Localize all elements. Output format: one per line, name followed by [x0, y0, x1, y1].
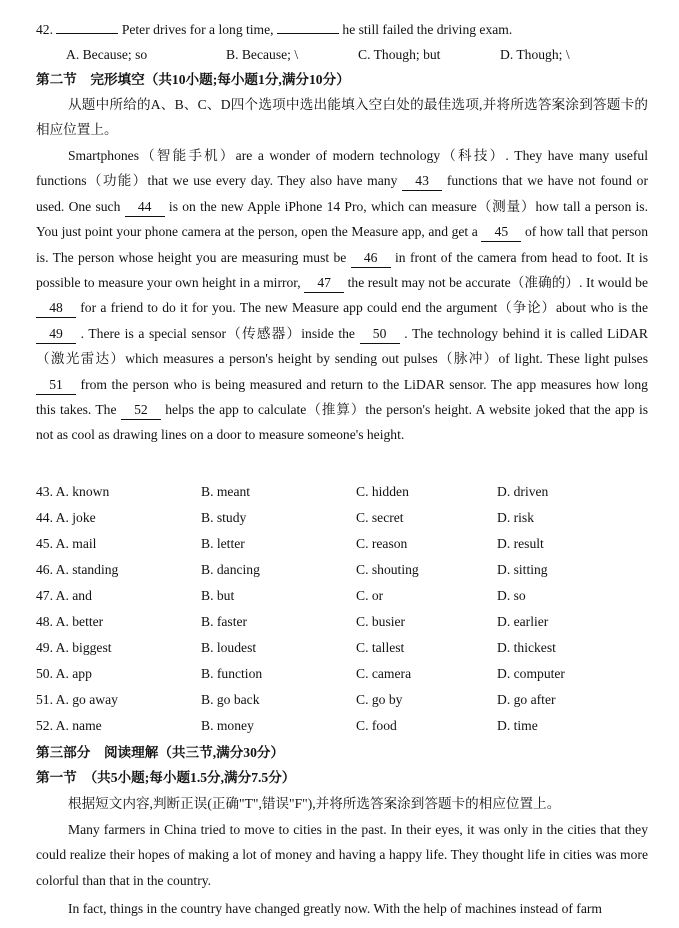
part-heading: 第三部分 阅读理解（共三节,满分30分） [36, 745, 285, 760]
option-a: 44. A. joke [36, 510, 96, 525]
option-b: B. faster [201, 614, 248, 629]
option-d: D. time [497, 718, 538, 733]
option: B. Because; \ [226, 47, 299, 62]
section-instruction: 从题中所给的A、B、C、D四个选项中选出能填入空白处的最佳选项,并将所选答案涂到答题卡的相应位置上。 [36, 97, 648, 138]
option-row-45 [36, 531, 648, 557]
option-d: D. risk [497, 510, 535, 525]
reading-paragraph: In fact, things in the country have changed greatly now. With the help of machines instead of farm [68, 901, 602, 916]
option-b: B. function [201, 666, 263, 681]
option-d: D. thickest [497, 640, 556, 655]
option-b: B. dancing [201, 562, 260, 577]
option-c: C. secret [356, 510, 404, 525]
blank-45: 45 [481, 223, 521, 242]
blank-43: 43 [402, 172, 442, 191]
option-c: C. go by [356, 692, 403, 707]
passage-text: for a friend to do it for you. The new Measure app could end the argument（争论）about who is the [80, 300, 648, 316]
passage-text: is on the new Apple iPhone 14 Pro, which can measure（测量）how tall a person is. You just point your phone camera at the person, open the Measure app, and get a [36, 198, 648, 240]
passage-text: helps the app to calculate（推算）the person's height. A website joked that the app is not as cool as drawing lines on a door to measure someone's height. [36, 402, 649, 443]
passage-text: the result may not be accurate（准确的）. It would be [347, 275, 649, 291]
option-row-44 [36, 505, 648, 531]
option-row-52 [36, 713, 648, 739]
question-number: 42. [36, 22, 53, 37]
answer-blank [56, 33, 118, 34]
blank-52: 52 [121, 401, 161, 420]
option-d: D. computer [497, 666, 565, 681]
option-c: C. food [356, 718, 397, 733]
option-b: B. study [201, 510, 247, 525]
option-d: D. result [497, 536, 544, 551]
option-c: C. shouting [356, 562, 419, 577]
option-b: B. money [201, 718, 254, 733]
option-b: B. go back [201, 692, 260, 707]
option-row-49 [36, 635, 648, 661]
answer-blank [277, 33, 339, 34]
passage-text: functions that we have not found or used. One such [36, 173, 648, 214]
blank-46: 46 [351, 249, 391, 268]
question-text: he still failed the driving exam. [342, 22, 513, 37]
option-c: C. or [356, 588, 384, 603]
blank-44: 44 [125, 198, 165, 217]
passage-text: of how tall that person is. The person whose height you are measuring must be [36, 224, 648, 265]
option-c: C. busier [356, 614, 406, 629]
option-b: B. loudest [201, 640, 257, 655]
option-c: C. hidden [356, 484, 409, 499]
question-42-options [36, 42, 648, 68]
reading-paragraph: Many farmers in China tried to move to cities in the past. In their eyes, it was only in the cities that they could realize their hopes of making a lot of money and having a happy life. They thought life in cities was more colorful than that in the country. [36, 822, 648, 888]
option-d: D. earlier [497, 614, 549, 629]
option-d: D. go after [497, 692, 556, 707]
option-b: B. letter [201, 536, 245, 551]
option-c: C. tallest [356, 640, 405, 655]
reading-instruction: 根据短文内容,判断正误(正确"T",错误"F"),并将所选答案涂到答题卡的相应位置上。 [68, 796, 561, 811]
blank-50: 50 [360, 325, 400, 344]
passage-text: . The technology behind it is called LiDAR（激光雷达）which measures a person's height by sending out pulses（脉冲）of light. These light pulses [36, 325, 648, 367]
cloze-passage [36, 143, 648, 448]
passage-text: Smartphones（智能手机）are a wonder of modern technology（科技）. They have many useful functions（功能）that we use every day. They also have many [36, 148, 648, 189]
option-a: 50. A. app [36, 666, 92, 681]
blank-48: 48 [36, 299, 76, 318]
option-d: D. so [497, 588, 526, 603]
option-d: D. driven [497, 484, 549, 499]
option-row-47 [36, 583, 648, 609]
option-b: B. but [201, 588, 235, 603]
option-a: 47. A. and [36, 588, 92, 603]
option-d: D. sitting [497, 562, 548, 577]
passage-text: from the person who is being measured and return to the LiDAR sensor. The app measures how long this takes. The [36, 376, 648, 418]
option-c: C. reason [356, 536, 408, 551]
option-row-50 [36, 661, 648, 687]
passage-text: . There is a special sensor（传感器）inside the [80, 325, 355, 341]
option-a: 45. A. mail [36, 536, 97, 551]
question-text: Peter drives for a long time, [121, 22, 274, 37]
blank-47: 47 [304, 274, 344, 293]
subsection-heading: 第一节 （共5小题;每小题1.5分,满分7.5分） [36, 770, 296, 785]
option-a: 49. A. biggest [36, 640, 112, 655]
blank-51: 51 [36, 376, 76, 395]
option-a: 48. A. better [36, 614, 104, 629]
passage-text: in front of the camera from head to foot. It is possible to measure your own height in a mirror, [36, 249, 648, 291]
option-row-43 [36, 479, 648, 505]
blank-49: 49 [36, 325, 76, 344]
option-row-46 [36, 557, 648, 583]
option-row-48 [36, 609, 648, 635]
option-row-51 [36, 687, 648, 713]
option-a: 46. A. standing [36, 562, 119, 577]
option: D. Though; \ [500, 47, 570, 62]
option-a: 52. A. name [36, 718, 102, 733]
option-a: 43. A. known [36, 484, 110, 499]
option-c: C. camera [356, 666, 412, 681]
section-heading: 第二节 完形填空（共10小题;每小题1分,满分10分） [36, 72, 350, 87]
option: A. Because; so [66, 47, 148, 62]
option-b: B. meant [201, 484, 251, 499]
option-a: 51. A. go away [36, 692, 118, 707]
option: C. Though; but [358, 47, 441, 62]
question-42 [36, 17, 648, 42]
